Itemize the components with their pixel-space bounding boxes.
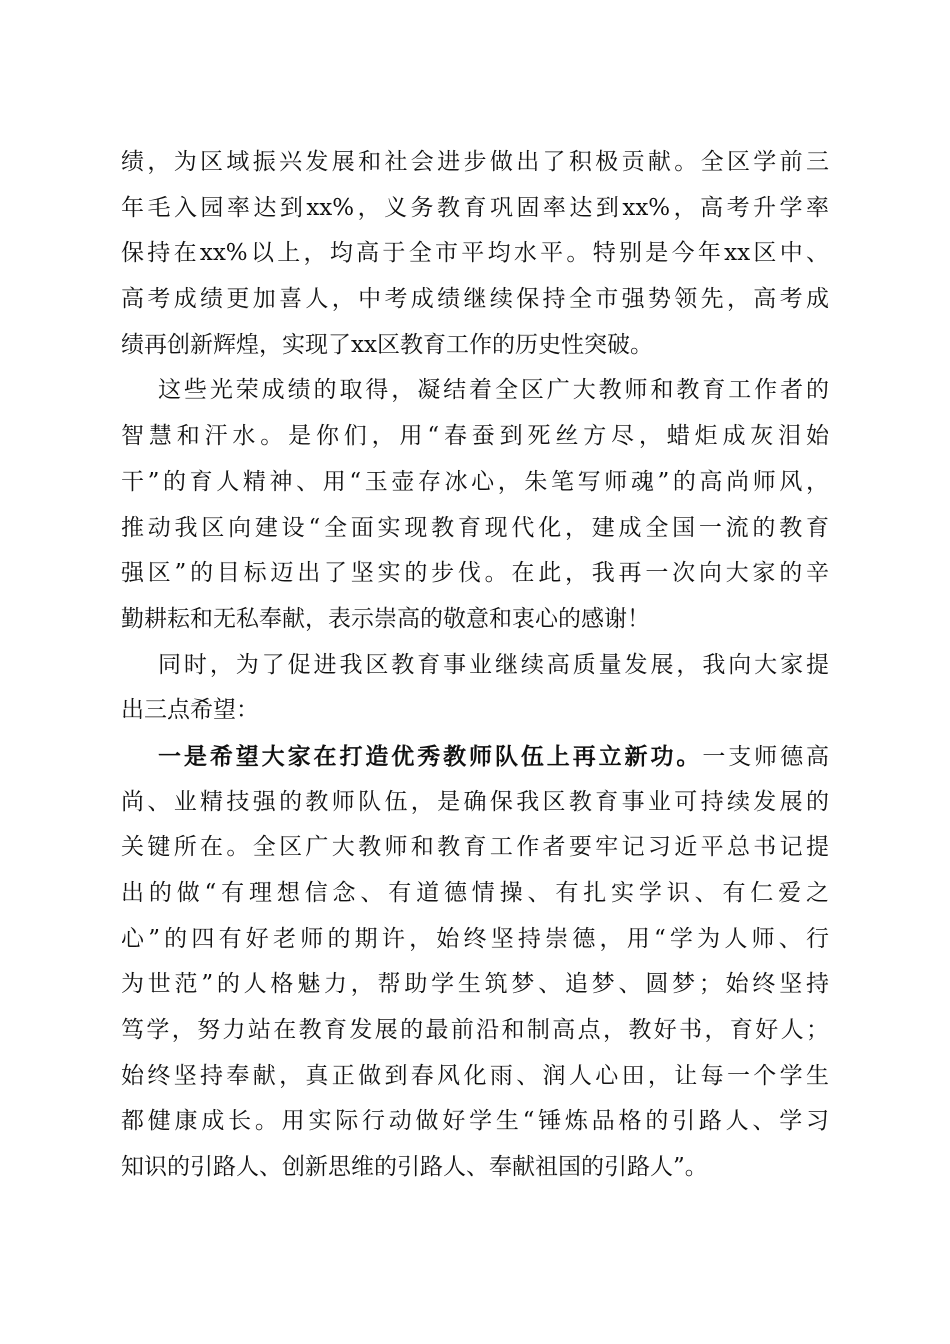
text-line: 高考成绩更加喜人，中考成绩继续保持全市强势领先，高考成 <box>121 286 829 313</box>
text-line: 笃学，努力站在教育发展的最前沿和制高点，教好书，育好人； <box>121 1017 829 1044</box>
text-line: 出三点希望： <box>121 697 259 724</box>
text-line: 都健康成长。用实际行动做好学生“锤炼品格的引路人、学习 <box>121 1108 829 1135</box>
text-line: 绩再创新辉煌，实现了xx区教育工作的历史性突破。 <box>121 331 653 358</box>
text-line: 勤耕耘和无私奉献，表示崇高的敬意和衷心的感谢！ <box>121 605 650 632</box>
text-line: 保持在xx%以上，均高于全市平均水平。特别是今年xx区中、 <box>121 240 829 267</box>
text-line: 为世范”的人格魅力，帮助学生筑梦、追梦、圆梦；始终坚持 <box>121 971 829 998</box>
text-line: 这些光荣成绩的取得，凝结着全区广大教师和教育工作者的 <box>158 377 829 404</box>
bold-lead-sentence: 一是希望大家在打造优秀教师队伍上再立新功。 <box>158 742 703 770</box>
text-line: 绩，为区域振兴发展和社会进步做出了积极贡献。全区学前三 <box>121 149 829 175</box>
text-span: 一支师德高 <box>702 743 830 770</box>
paragraph-gratitude <box>121 368 829 642</box>
text-line: 推动我区向建设“全面实现教育现代化，建成全国一流的教育 <box>121 514 829 541</box>
text-line: 干”的育人精神、用“玉壶存冰心，朱笔写师魂”的高尚师风， <box>121 468 829 495</box>
text-line: 强区”的目标迈出了坚实的步伐。在此，我再一次向大家的辛 <box>121 560 829 587</box>
paragraph-hopes-intro <box>121 643 829 734</box>
text-line: 关键所在。全区广大教师和教育工作者要牢记习近平总书记提 <box>121 834 829 861</box>
text-line <box>121 734 829 780</box>
text-line: 同时，为了促进我区教育事业继续高质量发展，我向大家提 <box>158 651 829 678</box>
paragraph-first-hope <box>121 734 829 1191</box>
document-body <box>121 140 829 1191</box>
text-line: 知识的引路人、创新思维的引路人、奉献祖国的引路人”。 <box>121 1154 708 1181</box>
text-line: 智慧和汗水。是你们，用“春蚕到死丝方尽，蜡炬成灰泪始 <box>121 423 829 450</box>
text-line: 出的做“有理想信念、有道德情操、有扎实学识、有仁爱之 <box>121 880 829 906</box>
text-line: 尚、业精技强的教师队伍，是确保我区教育事业可持续发展的 <box>121 788 829 815</box>
paragraph-achievements <box>121 140 829 368</box>
text-line: 年毛入园率达到xx%，义务教育巩固率达到xx%，高考升学率 <box>121 194 829 221</box>
text-line: 心”的四有好老师的期许，始终坚持崇德，用“学为人师、行 <box>121 925 829 952</box>
text-line: 始终坚持奉献，真正做到春风化雨、润人心田，让每一个学生 <box>121 1062 829 1089</box>
